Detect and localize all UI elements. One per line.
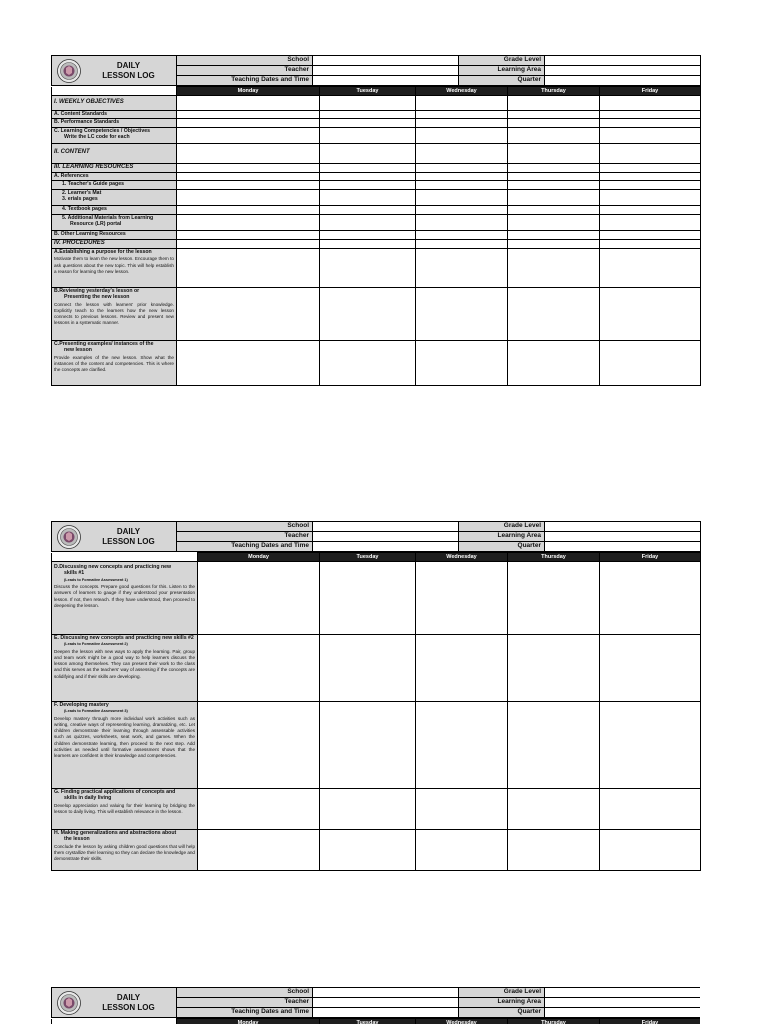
teaching-dates-field[interactable] [313,542,459,552]
day-header-monday: Monday [177,1019,320,1024]
day-header-wednesday: Wednesday [416,553,508,562]
day-header-wednesday: Wednesday [416,87,508,96]
day-cell[interactable] [600,635,701,702]
day-cell[interactable] [416,562,508,635]
section-procedures: IV. PROCEDURES [52,240,177,249]
day-cell[interactable] [320,231,416,240]
day-cell[interactable] [600,702,701,789]
day-cell[interactable] [198,635,320,702]
procedure-e: E. Discussing new concepts and practicing new skills #2 (Leads to Formative Assessment 2) Deepen the lesson with new ways to apply the learning. Pair, group and team work might be a good way to help learners discuss the lesson among themselves. They can present their work to the class and this serves as the teachers' way of assessing if the concepts are solidifying and if their skills are developing. [52,635,198,702]
header-table [51,55,701,86]
day-cell[interactable] [320,144,416,164]
weekly-grid-3 [51,1018,700,1024]
weekly-grid-2 [51,552,701,871]
day-cell[interactable] [600,190,701,206]
day-cell[interactable] [320,635,416,702]
day-cell[interactable] [177,231,320,240]
weekly-grid-1 [51,86,701,386]
section-weekly-objectives: I. WEEKLY OBJECTIVES [52,96,177,111]
day-header-friday: Friday [600,87,701,96]
row-references: A. References [52,173,177,181]
day-cell[interactable] [600,206,701,215]
day-cell[interactable] [320,702,416,789]
day-cell[interactable] [600,288,701,341]
deped-seal-icon [57,525,81,549]
day-cell[interactable] [508,215,600,231]
day-cell[interactable] [177,96,320,111]
quarter-field[interactable] [545,76,701,86]
day-header-thursday: Thursday [508,553,600,562]
day-cell[interactable] [177,119,320,128]
day-cell[interactable] [600,119,701,128]
day-cell[interactable] [177,341,320,386]
day-header-friday: Friday [600,553,701,562]
learning-area-field[interactable] [545,998,701,1008]
day-cell[interactable] [416,111,508,119]
day-cell[interactable] [600,249,701,288]
deped-seal-icon [57,991,81,1015]
day-cell[interactable] [416,215,508,231]
day-cell[interactable] [600,173,701,181]
school-label: School [177,56,313,66]
day-cell[interactable] [320,119,416,128]
day-cell[interactable] [508,164,600,173]
day-cell[interactable] [416,181,508,190]
day-cell[interactable] [320,789,416,830]
day-cell[interactable] [600,215,701,231]
quarter-field[interactable] [545,542,701,552]
day-cell[interactable] [600,240,701,249]
row-performance-standards: B. Performance Standards [52,119,177,128]
row-other-resources: B. Other Learning Resources [52,231,177,240]
teaching-dates-field[interactable] [313,76,459,86]
day-cell[interactable] [508,173,600,181]
day-cell[interactable] [177,128,320,144]
day-cell[interactable] [320,341,416,386]
day-cell[interactable] [508,96,600,111]
day-cell[interactable] [508,562,600,635]
grade-level-field[interactable] [545,56,701,66]
school-field[interactable] [313,56,459,66]
day-cell[interactable] [320,190,416,206]
day-cell[interactable] [177,111,320,119]
day-cell[interactable] [508,111,600,119]
day-cell[interactable] [600,830,701,871]
day-header-thursday: Thursday [508,1019,600,1024]
day-cell[interactable] [600,96,701,111]
day-cell[interactable] [320,215,416,231]
procedure-h: H. Making generalizations and abstractions about the lesson Conclude the lesson by asking children good questions that will help them crystallize their learning so they can declare the knowledge and demonstrate their skills. [52,830,198,871]
day-cell[interactable] [416,288,508,341]
teacher-field[interactable] [313,66,459,76]
day-cell[interactable] [416,119,508,128]
day-header-monday: Monday [198,553,320,562]
day-cell[interactable] [508,128,600,144]
day-cell[interactable] [508,830,600,871]
day-cell[interactable] [508,190,600,206]
logo-title-cell [52,56,177,86]
learning-area-field[interactable] [545,66,701,76]
day-cell[interactable] [320,181,416,190]
day-cell[interactable] [198,702,320,789]
quarter-label: Quarter [459,76,545,86]
teacher-label: Teacher [177,66,313,76]
grade-level-field[interactable] [545,522,701,532]
day-cell[interactable] [416,240,508,249]
day-cell[interactable] [177,288,320,341]
day-cell[interactable] [320,173,416,181]
lesson-log-page-3 [51,987,700,1024]
lesson-log-page-2 [51,521,700,871]
learning-area-label: Learning Area [459,66,545,76]
row-content-standards: A. Content Standards [52,111,177,119]
day-cell[interactable] [320,249,416,288]
day-cell[interactable] [177,181,320,190]
day-cell[interactable] [416,128,508,144]
day-cell[interactable] [508,181,600,190]
learning-area-label: Learning Area [459,532,545,542]
day-cell[interactable] [320,830,416,871]
day-cell[interactable] [416,635,508,702]
procedure-g: G. Finding practical applications of concepts and skills in daily living Develop appreciation and valuing for their learning by bridging the lesson to daily living. This will establish relevance in the lesson. [52,789,198,830]
day-header-wednesday: Wednesday [416,1019,508,1024]
day-cell[interactable] [416,173,508,181]
school-label: School [177,522,313,532]
day-cell[interactable] [416,206,508,215]
day-cell[interactable] [508,288,600,341]
day-cell[interactable] [508,702,600,789]
day-header-tuesday: Tuesday [320,553,416,562]
grade-level-label: Grade Level [459,522,545,532]
day-cell[interactable] [177,215,320,231]
logo-title-cell [52,522,177,552]
day-cell[interactable] [177,240,320,249]
day-cell[interactable] [177,144,320,164]
day-cell[interactable] [177,190,320,206]
day-cell[interactable] [600,164,701,173]
quarter-label: Quarter [459,542,545,552]
day-cell[interactable] [320,164,416,173]
procedure-d: D.Discussing new concepts and practicing new skills #1 (Leads to Formative Assessment 1) Discuss the concepts. Prepare good questions for this. Listen to the answers of learners to gauge if they understood your presentation lesson. If not, then reteach. If they have understood, then proceed to deepening the lesson. [52,562,198,635]
day-cell[interactable] [600,562,701,635]
teacher-label: Teacher [177,998,313,1008]
row-teachers-guide: 1. Teacher's Guide pages [52,181,177,190]
day-cell[interactable] [320,96,416,111]
day-cell[interactable] [320,111,416,119]
header-table [51,521,701,552]
day-cell[interactable] [600,181,701,190]
day-cell[interactable] [416,789,508,830]
quarter-label: Quarter [459,1008,545,1018]
day-cell[interactable] [177,173,320,181]
day-cell[interactable] [416,702,508,789]
school-field[interactable] [313,988,459,998]
day-cell[interactable] [198,562,320,635]
day-header-monday: Monday [177,87,320,96]
day-cell[interactable] [416,164,508,173]
procedure-a: A.Establishing a purpose for the lesson Motivate them to learn the new lesson. Encourage them to ask questions about the new topic. This will help establish a reason for learning the new lesson. [52,249,177,288]
day-cell[interactable] [508,249,600,288]
day-cell[interactable] [198,830,320,871]
day-cell[interactable] [600,231,701,240]
day-cell[interactable] [508,789,600,830]
quarter-field[interactable] [545,1008,701,1018]
teaching-dates-label: Teaching Dates and Time [177,1008,313,1018]
grade-level-label: Grade Level [459,988,545,998]
day-cell[interactable] [600,111,701,119]
day-cell[interactable] [600,128,701,144]
day-cell[interactable] [416,96,508,111]
day-cell[interactable] [320,128,416,144]
day-cell[interactable] [177,206,320,215]
section-content: II. CONTENT [52,144,177,164]
school-field[interactable] [313,522,459,532]
teaching-dates-field[interactable] [313,1008,459,1018]
day-header-friday: Friday [600,1019,701,1024]
teacher-field[interactable] [313,998,459,1008]
header-table [51,987,700,1018]
day-header-tuesday: Tuesday [320,1019,416,1024]
day-cell[interactable] [508,231,600,240]
teacher-field[interactable] [313,532,459,542]
dll-title: DAILY LESSON LOG [102,992,155,1012]
day-cell[interactable] [600,341,701,386]
day-cell[interactable] [508,206,600,215]
teacher-label: Teacher [177,532,313,542]
day-cell[interactable] [416,830,508,871]
day-cell[interactable] [416,341,508,386]
procedure-f: F. Developing mastery (Leads to Formative Assessment 3) Develop mastery through more individual work activities such as writing, creative ways of representing learning, dramatizing, etc. Let children demonstrate their learning through assessable activities such as quizzes, worksheets, seat work, and games. When the children demonstrate learning, then proceed to the next step. Add activities as needed until formative assessment shows that the learners are confident in their knowledge and competencies. [52,702,198,789]
day-cell[interactable] [416,231,508,240]
learning-area-field[interactable] [545,532,701,542]
day-cell[interactable] [320,240,416,249]
learning-area-label: Learning Area [459,998,545,1008]
day-cell[interactable] [508,635,600,702]
day-cell[interactable] [320,206,416,215]
day-header-tuesday: Tuesday [320,87,416,96]
section-learning-resources: III. LEARNING RESOURCES [52,164,177,173]
deped-seal-icon [57,59,81,83]
day-cell[interactable] [198,789,320,830]
logo-title-cell [52,988,177,1018]
day-cell[interactable] [320,562,416,635]
procedure-b: B.Reviewing yesterday's lesson or Presenting the new lesson Connect the lesson with learners' prior knowledge. Explicitly teach to the learners how the new lesson connects to previous lessons. Review and present new lessons in a systematic manner. [52,288,177,341]
day-cell[interactable] [600,144,701,164]
day-cell[interactable] [320,288,416,341]
row-learning-competencies: C. Learning Competencies / Objectives Write the LC code for each [52,128,177,144]
day-header-thursday: Thursday [508,87,600,96]
teaching-dates-label: Teaching Dates and Time [177,542,313,552]
row-lr-portal: 5. Additional Materials from Learning Resource (LR) portal [52,215,177,231]
day-cell[interactable] [177,249,320,288]
grade-level-label: Grade Level [459,56,545,66]
day-cell[interactable] [508,240,600,249]
day-cell[interactable] [416,190,508,206]
school-label: School [177,988,313,998]
row-learners-materials: 2. Learner's Mat 3. erials pages [52,190,177,206]
procedure-c: C.Presenting examples/ instances of the new lesson Provide examples of the new lesson. Show what the instances of the content and competencies. This is where the concepts are clarified. [52,341,177,386]
day-cell[interactable] [416,144,508,164]
day-cell[interactable] [508,144,600,164]
day-cell[interactable] [508,341,600,386]
teaching-dates-label: Teaching Dates and Time [177,76,313,86]
day-cell[interactable] [508,119,600,128]
lesson-log-page-1 [51,55,700,386]
day-cell[interactable] [416,249,508,288]
dll-title: DAILY LESSON LOG [102,60,155,80]
day-cell[interactable] [600,789,701,830]
row-textbook-pages: 4. Textbook pages [52,206,177,215]
grade-level-field[interactable] [545,988,701,998]
dll-title: DAILY LESSON LOG [102,526,155,546]
day-cell[interactable] [177,164,320,173]
